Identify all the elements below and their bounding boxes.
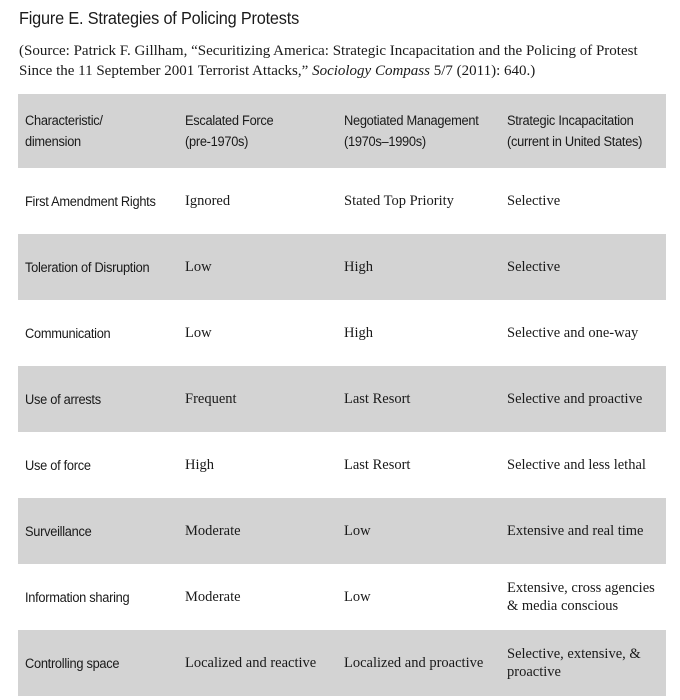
cell-escalated: Localized and reactive [178, 630, 337, 696]
row-dimension [18, 366, 178, 432]
dimension-label: Communication [25, 325, 111, 341]
cell-negotiated: High [337, 234, 500, 300]
dimension-label: Controlling space [25, 655, 120, 671]
header-line: (current in United States) [507, 134, 643, 149]
cell-escalated: Low [185, 325, 212, 341]
cell-negotiated: Last Resort [344, 457, 411, 473]
cell-negotiated: Low [337, 498, 500, 564]
cell-negotiated: High [344, 325, 373, 341]
dimension-label: Toleration of Disruption [25, 259, 150, 275]
table-row [18, 300, 666, 366]
policing-strategies-table [18, 94, 666, 696]
cell-escalated: Moderate [185, 589, 241, 605]
cell-negotiated: Localized and proactive [337, 630, 500, 696]
header-dimension [18, 94, 178, 168]
header-line: (pre-1970s) [185, 134, 249, 149]
cell-strategic: Selective and proactive [500, 366, 666, 432]
header-line: dimension [25, 134, 81, 149]
cell-strategic: Selective and one-way [507, 325, 639, 341]
cell-strategic: Extensive, cross agencies & media conscious [507, 580, 655, 614]
source-journal: Sociology Compass [312, 63, 430, 79]
cell-escalated: Frequent [178, 366, 337, 432]
dimension-label: Use of arrests [25, 391, 101, 407]
header-line: Escalated Force [185, 113, 274, 128]
cell-negotiated: Low [344, 589, 371, 605]
figure-title: Figure E. Strategies of Policing Protests [19, 8, 300, 28]
row-dimension [18, 564, 178, 630]
header-escalated-force [178, 94, 337, 168]
header-negotiated-management [337, 94, 500, 168]
table-row [18, 234, 666, 300]
dimension-label: Surveillance [25, 523, 92, 539]
cell-escalated: Low [178, 234, 337, 300]
table-row [18, 498, 666, 564]
cell-strategic: Selective [500, 234, 666, 300]
table-row [18, 432, 666, 498]
cell-strategic: Extensive and real time [500, 498, 666, 564]
dimension-label: First Amendment Rights [25, 193, 156, 209]
header-line: (1970s–1990s) [344, 134, 426, 149]
cell-escalated: Ignored [185, 193, 231, 209]
cell-escalated: Moderate [178, 498, 337, 564]
source-suffix: 5/7 (2011): 640.) [433, 63, 536, 79]
table-row [18, 366, 666, 432]
row-dimension [18, 300, 178, 366]
row-dimension [18, 234, 178, 300]
dimension-label: Information sharing [25, 589, 130, 605]
cell-strategic: Selective, extensive, & proactive [500, 630, 666, 696]
cell-strategic: Selective and less lethal [507, 457, 646, 473]
cell-strategic: Selective [507, 193, 561, 209]
table-row [18, 564, 666, 630]
header-line: Strategic Incapacitation [507, 113, 634, 128]
dimension-label: Use of force [25, 457, 91, 473]
cell-negotiated: Stated Top Priority [344, 193, 454, 209]
row-dimension [18, 630, 178, 696]
table-header-row [18, 94, 666, 168]
row-dimension [18, 498, 178, 564]
row-dimension [18, 432, 178, 498]
row-dimension [18, 168, 178, 234]
header-line: Negotiated Management [344, 113, 479, 128]
table-row [18, 168, 666, 234]
cell-escalated: High [185, 457, 214, 473]
table-row [18, 630, 666, 696]
header-strategic-incapacitation [500, 94, 666, 168]
source-prefix: (Source: Patrick F. Gillham, “Securitizing America: Strategic Incapacitation and the Policing of Protest Since the 11 September 2001 Terrorist Attacks,” [19, 43, 638, 79]
cell-negotiated: Last Resort [337, 366, 500, 432]
header-line: Characteristic/ [25, 113, 103, 128]
figure-source-citation [19, 41, 669, 81]
